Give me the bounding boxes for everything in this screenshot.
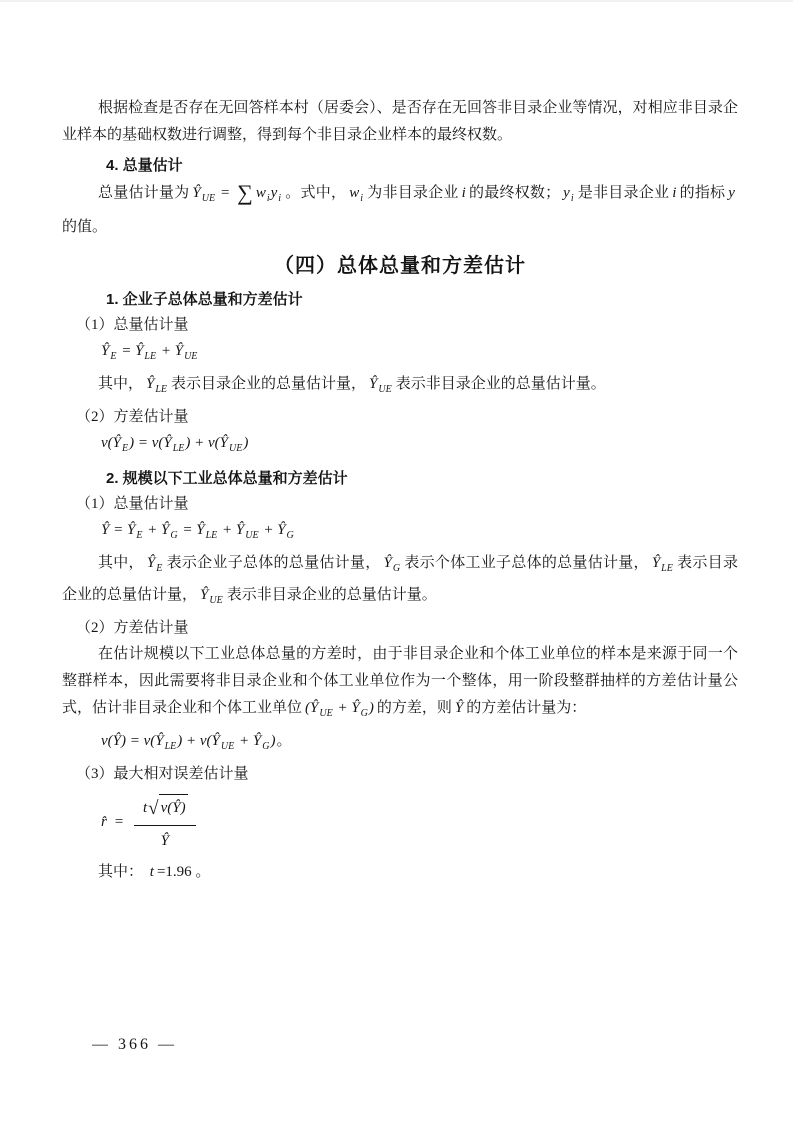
formula-max-relative-error — [100, 790, 738, 855]
sqrt-radical-icon: √ — [148, 798, 159, 819]
subsection-1-heading: 1. 企业子总体总量和方差估计 — [106, 291, 303, 308]
item-2-1-label: （1）总量估计量 — [76, 496, 189, 512]
formula-overall-variance: v(Ŷ) = $v(Ŷ_{LE})$ + $v(Ŷ_{UE}$ + $Ŷ_G$)。 — [101, 733, 292, 752]
subsection-4-heading: 4. 总量估计 — [106, 157, 183, 174]
fraction-numerator — [134, 790, 196, 826]
item-1-2-label: （2）方差估计量 — [76, 409, 189, 425]
fraction — [134, 790, 196, 855]
paragraph-t-value: 其中： t =1.96 。 — [98, 864, 211, 880]
equals-sign: = — [113, 814, 124, 830]
paragraph-variance-explanation: 在估计规模以下工业总体总量的方差时，由于非目录企业和个体工业单位的样本是来源于同一个整群样本，因此需要将非目录企业和个体工业单位作为一个整体，用一阶段整群抽样的方差估计量公式，估计非目录企业和个体工业单位 ($Ŷ_{UE}$ + $Ŷ_G$) 的方差，则 Ŷ 的方差估计量为： — [62, 646, 738, 719]
item-2-2-label: （2）方差估计量 — [76, 620, 189, 636]
item-1-1-label: （1）总量估计量 — [76, 317, 189, 333]
page-number: — 366 — — [92, 1036, 177, 1053]
formula-overall-total: Ŷ = $Ŷ_E$ + $Ŷ_G$ = $Ŷ_{LE}$ + $Ŷ_{UE}$ + $Ŷ_G$ — [101, 522, 294, 541]
paragraph-where-2: 其中， $Ŷ_E$ 表示企业子总体的总量估计量， $Ŷ_G$ 表示个体工业子总体的总量估计量， $Ŷ_{LE}$ 表示目录企业的总量估计量， $Ŷ_{UE}$ 表示非目录企业的总量估计量。 — [62, 555, 738, 606]
formula-enterprise-total: $Ŷ_E$ = $Ŷ_{LE}$ + $Ŷ_{UE}$ — [101, 343, 198, 362]
item-2-3-label: （3）最大相对误差估计量 — [76, 766, 249, 782]
paragraph-weight-adjustment: 根据检查是否存在无回答样本村（居委会）、是否存在无回答非目录企业等情况，对相应非目录企业样本的基础权数进行调整，得到每个非目录企业样本的最终权数。 — [62, 100, 738, 143]
page-content — [62, 95, 738, 886]
subsection-2-heading: 2. 规模以下工业总体总量和方差估计 — [106, 470, 348, 487]
sqrt-radicand: v(Ŷ) — [159, 794, 188, 822]
fraction-denominator: Ŷ — [160, 833, 169, 849]
r-hat-symbol: r̂ — [101, 814, 107, 830]
paragraph-total-estimator: 总量估计量为 $Ŷ_{UE}$ = ∑ $w_iy_i$ 。式中， $w_i$ 为非目录企业 i 的最终权数； $y_i$ 是非目录企业 i 的指标 y的值。 — [62, 180, 735, 235]
page-top-edge — [0, 0, 793, 2]
t-coefficient: t — [142, 800, 148, 816]
paragraph-where-1: 其中， $Ŷ_{LE}$ 表示目录企业的总量估计量， $Ŷ_{UE}$ 表示非目录企业的总量估计量。 — [98, 376, 606, 395]
section-heading: （四）总体总量和方差估计 — [274, 255, 526, 277]
formula-enterprise-variance: $v(Ŷ_E)$ = $v(Ŷ_{LE})$ + $v(Ŷ_{UE})$ — [101, 435, 249, 454]
